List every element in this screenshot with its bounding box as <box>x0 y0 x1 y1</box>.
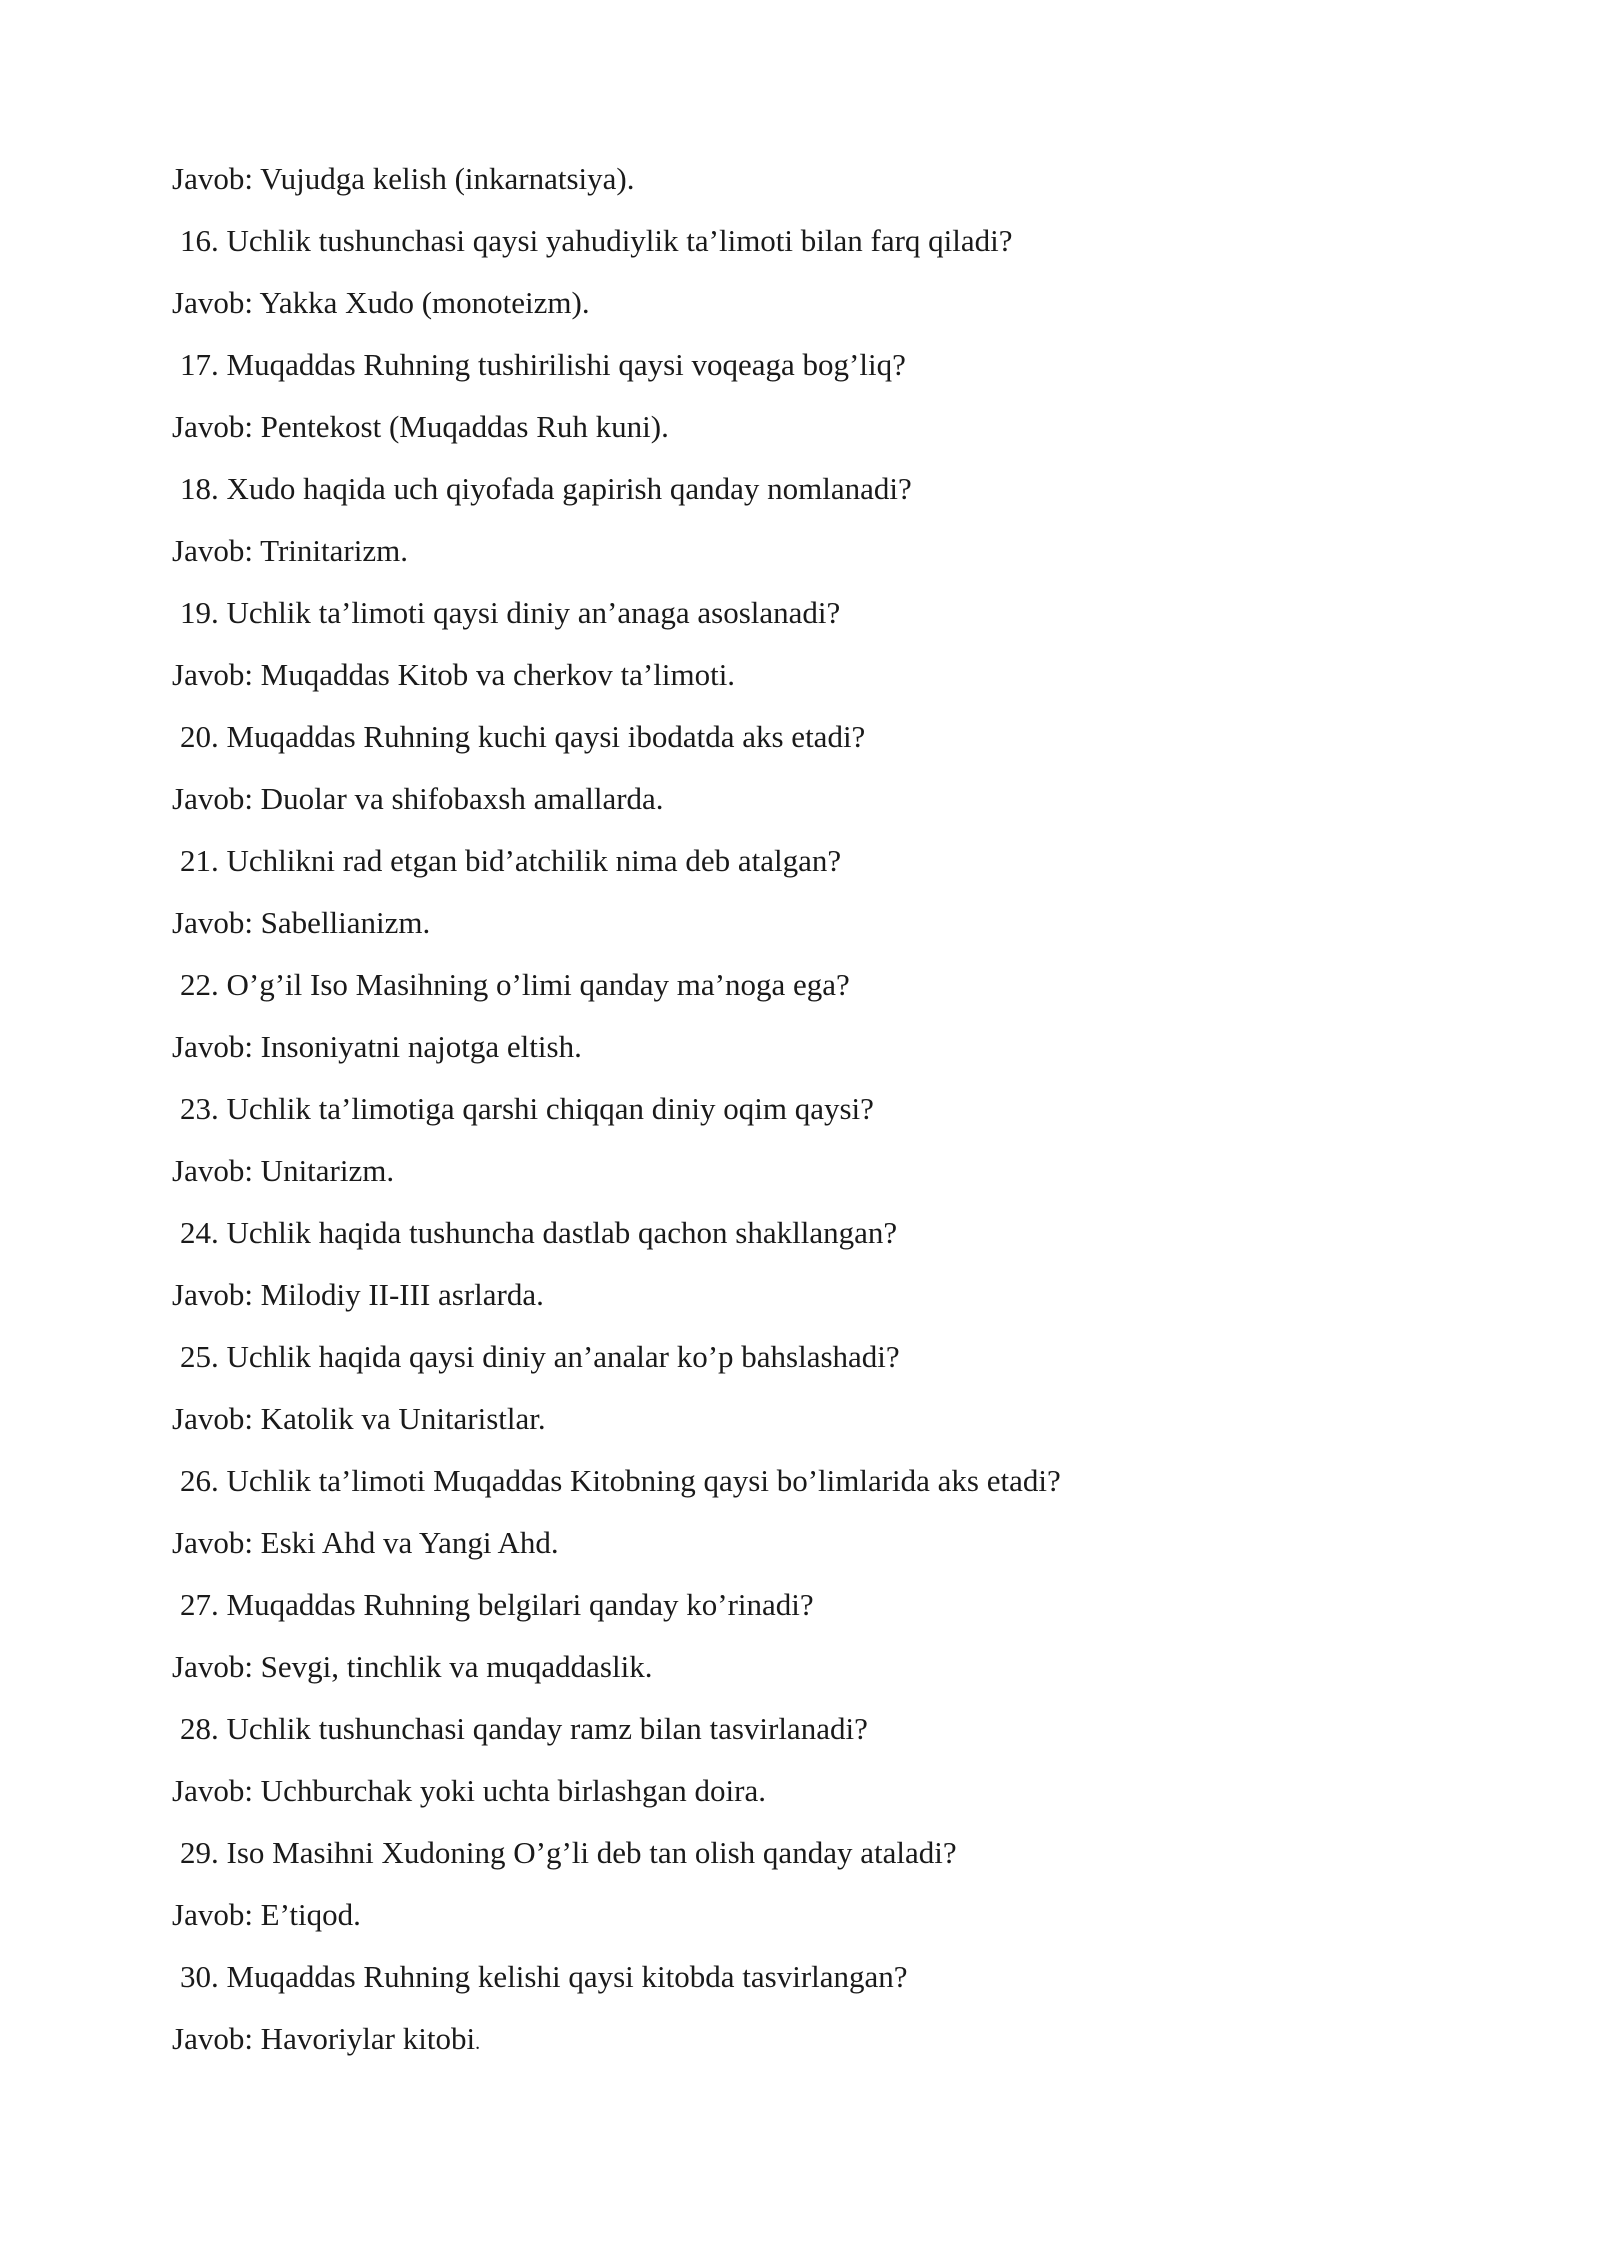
question-line: 18. Xudo haqida uch qiyofada gapirish qanday nomlanadi? <box>180 471 912 506</box>
question-line: 20. Muqaddas Ruhning kuchi qaysi ibodatda aks etadi? <box>180 719 866 754</box>
answer-line: Javob: Vujudga kelish (inkarnatsiya). <box>172 161 635 196</box>
answer-line: Javob: Uchburchak yoki uchta birlashgan doira. <box>172 1773 766 1808</box>
answer-line: Javob: Pentekost (Muqaddas Ruh kuni). <box>172 409 669 444</box>
answer-line: Javob: Yakka Xudo (monoteizm). <box>172 285 590 320</box>
question-line: 30. Muqaddas Ruhning kelishi qaysi kitobda tasvirlangan? <box>180 1959 908 1994</box>
answer-line: Javob: Sevgi, tinchlik va muqaddaslik. <box>172 1649 653 1684</box>
question-line: 29. Iso Masihni Xudoning O’g’li deb tan olish qanday ataladi? <box>180 1835 957 1870</box>
question-line: 19. Uchlik ta’limoti qaysi diniy an’anaga asoslanadi? <box>180 595 841 630</box>
answer-line: Javob: Duolar va shifobaxsh amallarda. <box>172 781 664 816</box>
question-line: 17. Muqaddas Ruhning tushirilishi qaysi voqeaga bog’liq? <box>180 347 906 382</box>
question-line: 25. Uchlik haqida qaysi diniy an’analar ko’p bahslashadi? <box>180 1339 900 1374</box>
answer-line: Javob: Insoniyatni najotga eltish. <box>172 1029 582 1064</box>
answer-period: . <box>475 2032 481 2054</box>
question-line: 27. Muqaddas Ruhning belgilari qanday ko’rinadi? <box>180 1587 814 1622</box>
question-line: 26. Uchlik ta’limoti Muqaddas Kitobning qaysi bo’limlarida aks etadi? <box>180 1463 1061 1498</box>
question-line: 28. Uchlik tushunchasi qanday ramz bilan tasvirlanadi? <box>180 1711 868 1746</box>
answer-line: Javob: Unitarizm. <box>172 1153 395 1188</box>
answer-line: Javob: E’tiqod. <box>172 1897 361 1932</box>
question-line: 23. Uchlik ta’limotiga qarshi chiqqan diniy oqim qaysi? <box>180 1091 874 1126</box>
answer-line: Javob: Katolik va Unitaristlar. <box>172 1401 546 1436</box>
question-line: 24. Uchlik haqida tushuncha dastlab qachon shakllangan? <box>180 1215 898 1250</box>
answer-line: Javob: Muqaddas Kitob va cherkov ta’limoti. <box>172 657 736 692</box>
answer-line: Javob: Sabellianizm. <box>172 905 431 940</box>
question-line: 16. Uchlik tushunchasi qaysi yahudiylik ta’limoti bilan farq qiladi? <box>180 223 1013 258</box>
qa-list <box>172 148 1472 2070</box>
question-line: 22. O’g’il Iso Masihning o’limi qanday ma’noga ega? <box>180 967 850 1002</box>
answer-line: Javob: Trinitarizm. <box>172 533 408 568</box>
answer-line: Javob: Eski Ahd va Yangi Ahd. <box>172 1525 559 1560</box>
answer-text: Javob: Havoriylar kitobi <box>172 2021 476 2056</box>
question-line: 21. Uchlikni rad etgan bid’atchilik nima deb atalgan? <box>180 843 842 878</box>
answer-line-last <box>172 2008 1472 2070</box>
answer-line: Javob: Milodiy II-III asrlarda. <box>172 1277 544 1312</box>
